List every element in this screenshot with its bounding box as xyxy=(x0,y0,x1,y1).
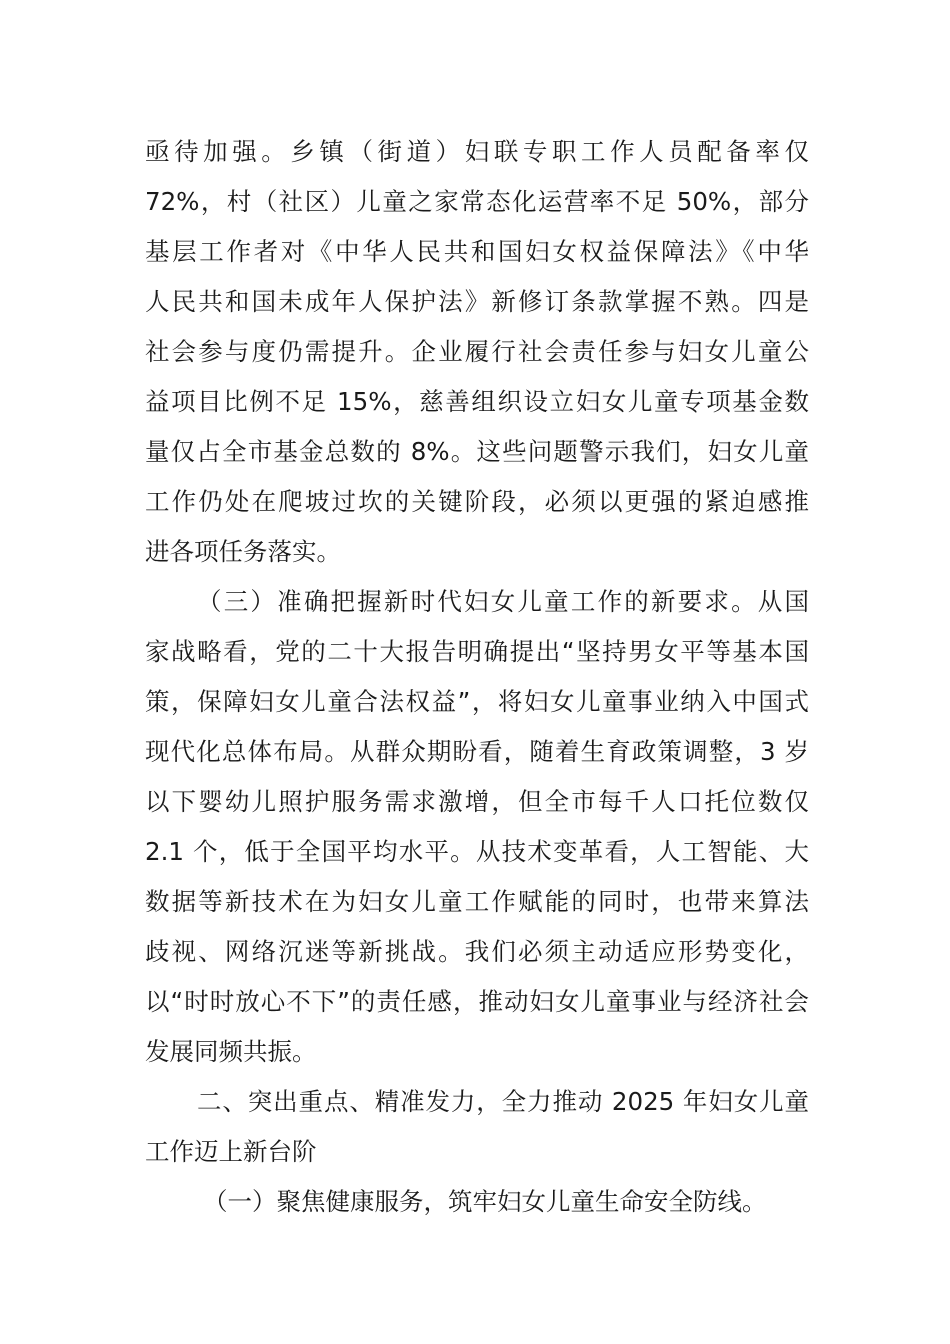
text-line: 2.1 个，低于全国平均水平。从技术变革看，人工智能、大 xyxy=(145,837,809,866)
text-line: 家战略看，党的二十大报告明确提出“坚持男女平等基本国 xyxy=(145,637,809,666)
section-heading-2: 二、突出重点、精准发力，全力推动 2025 年妇女儿童 xyxy=(197,1087,809,1116)
section-heading-2-cont: 工作迈上新台阶 xyxy=(145,1137,317,1166)
text-line: 社会参与度仍需提升。企业履行社会责任参与妇女儿童公 xyxy=(145,337,809,366)
text-line: 歧视、网络沉迷等新挑战。我们必须主动适应形势变化， xyxy=(145,937,809,966)
text-line: 工作仍处在爬坡过坎的关键阶段，必须以更强的紧迫感推 xyxy=(145,487,809,516)
text-line: 进各项任务落实。 xyxy=(145,537,341,566)
text-line: 策，保障妇女儿童合法权益”，将妇女儿童事业纳入中国式 xyxy=(145,687,809,716)
document-body xyxy=(145,127,809,1227)
subsection-heading-1: （一）聚焦健康服务，筑牢妇女儿童生命安全防线。 xyxy=(203,1187,767,1216)
section-heading-3: （三）准确把握新时代妇女儿童工作的新要求。从国 xyxy=(197,587,809,616)
text-line: 人民共和国未成年人保护法》新修订条款掌握不熟。四是 xyxy=(145,287,809,316)
text-line: 亟待加强。乡镇（街道）妇联专职工作人员配备率仅 xyxy=(145,137,809,166)
text-line: 量仅占全市基金总数的 8%。这些问题警示我们，妇女儿童 xyxy=(145,437,809,466)
text-line: 72%，村（社区）儿童之家常态化运营率不足 50%，部分 xyxy=(145,187,809,216)
text-line: 以下婴幼儿照护服务需求激增，但全市每千人口托位数仅 xyxy=(145,787,809,816)
text-line: 基层工作者对《中华人民共和国妇女权益保障法》《中华 xyxy=(145,237,809,266)
text-line: 益项目比例不足 15%，慈善组织设立妇女儿童专项基金数 xyxy=(145,387,809,416)
text-line: 现代化总体布局。从群众期盼看，随着生育政策调整，3 岁 xyxy=(145,737,809,766)
text-line: 以“时时放心不下”的责任感，推动妇女儿童事业与经济社会 xyxy=(145,987,809,1016)
text-line: 发展同频共振。 xyxy=(145,1037,317,1066)
text-line: 数据等新技术在为妇女儿童工作赋能的同时，也带来算法 xyxy=(145,887,809,916)
